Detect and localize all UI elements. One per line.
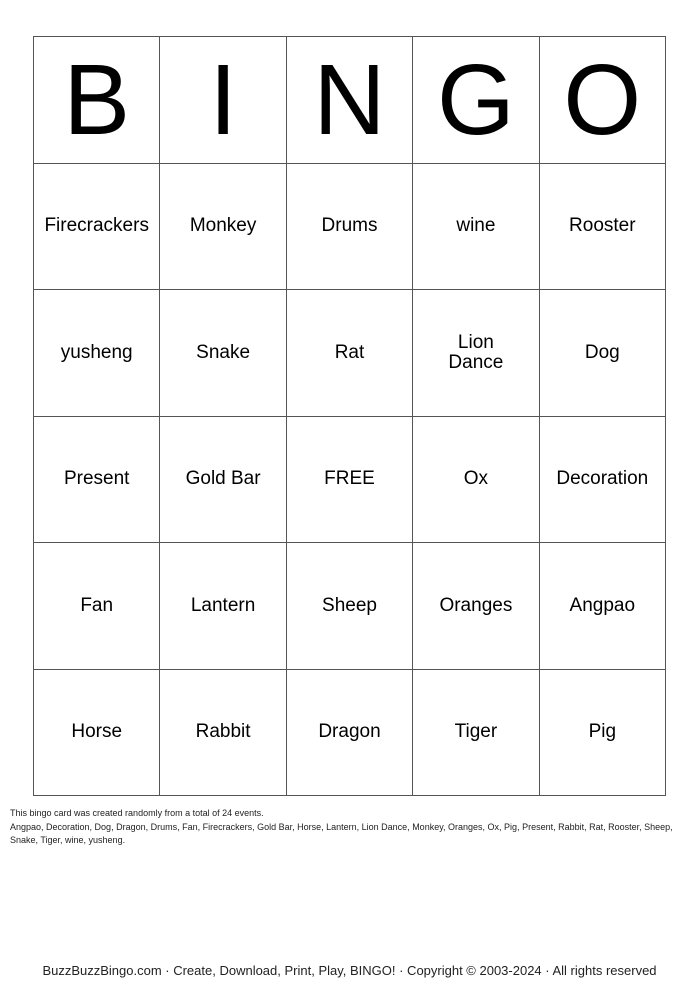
bingo-card [33,36,666,796]
card-info-summary: This bingo card was created randomly from a total of 24 events. [10,808,264,818]
bingo-cell-r3-c5: Decoration [540,417,666,544]
bingo-cell-r3-c1: Present [34,417,160,544]
bingo-cell-r5-c4: Tiger [413,670,539,797]
bingo-cell-r5-c2: Rabbit [160,670,286,797]
page-footer: BuzzBuzzBingo.com · Create, Download, Print, Play, BINGO! · Copyright © 2003-2024 · All rights reserved [42,963,657,978]
header-letter-n: N [287,37,413,164]
free-space-cell: FREE [287,417,413,544]
bingo-cell-r4-c1: Fan [34,543,160,670]
bingo-cell-r5-c1: Horse [34,670,160,797]
bingo-cell-r1-c1: Firecrackers [34,164,160,291]
bingo-cell-r2-c4: Lion Dance [413,290,539,417]
bingo-cell-r5-c3: Dragon [287,670,413,797]
bingo-cell-r4-c2: Lantern [160,543,286,670]
bingo-cell-r1-c4: wine [413,164,539,291]
bingo-cell-r2-c2: Snake [160,290,286,417]
bingo-cell-r4-c3: Sheep [287,543,413,670]
bingo-cell-r4-c5: Angpao [540,543,666,670]
card-event-list: Angpao, Decoration, Dog, Dragon, Drums, Fan, Firecrackers, Gold Bar, Horse, Lantern, Lion Dance, Monkey, Oranges, Ox, Pig, Present, Rabbit, Rat, Rooster, Sheep, Snake, Tiger, wine, yusheng. [10,821,673,845]
header-letter-g: G [413,37,539,164]
bingo-cell-r2-c1: yusheng [34,290,160,417]
header-letter-o: O [540,37,666,164]
header-letter-i: I [160,37,286,164]
header-letter-b: B [34,37,160,164]
bingo-cell-r2-c3: Rat [287,290,413,417]
bingo-cell-r1-c5: Rooster [540,164,666,291]
bingo-cell-r5-c5: Pig [540,670,666,797]
bingo-cell-r1-c2: Monkey [160,164,286,291]
bingo-cell-r3-c2: Gold Bar [160,417,286,544]
card-info-note [10,807,680,848]
bingo-cell-r3-c4: Ox [413,417,539,544]
bingo-cell-r1-c3: Drums [287,164,413,291]
bingo-cell-r4-c4: Oranges [413,543,539,670]
bingo-cell-r2-c5: Dog [540,290,666,417]
